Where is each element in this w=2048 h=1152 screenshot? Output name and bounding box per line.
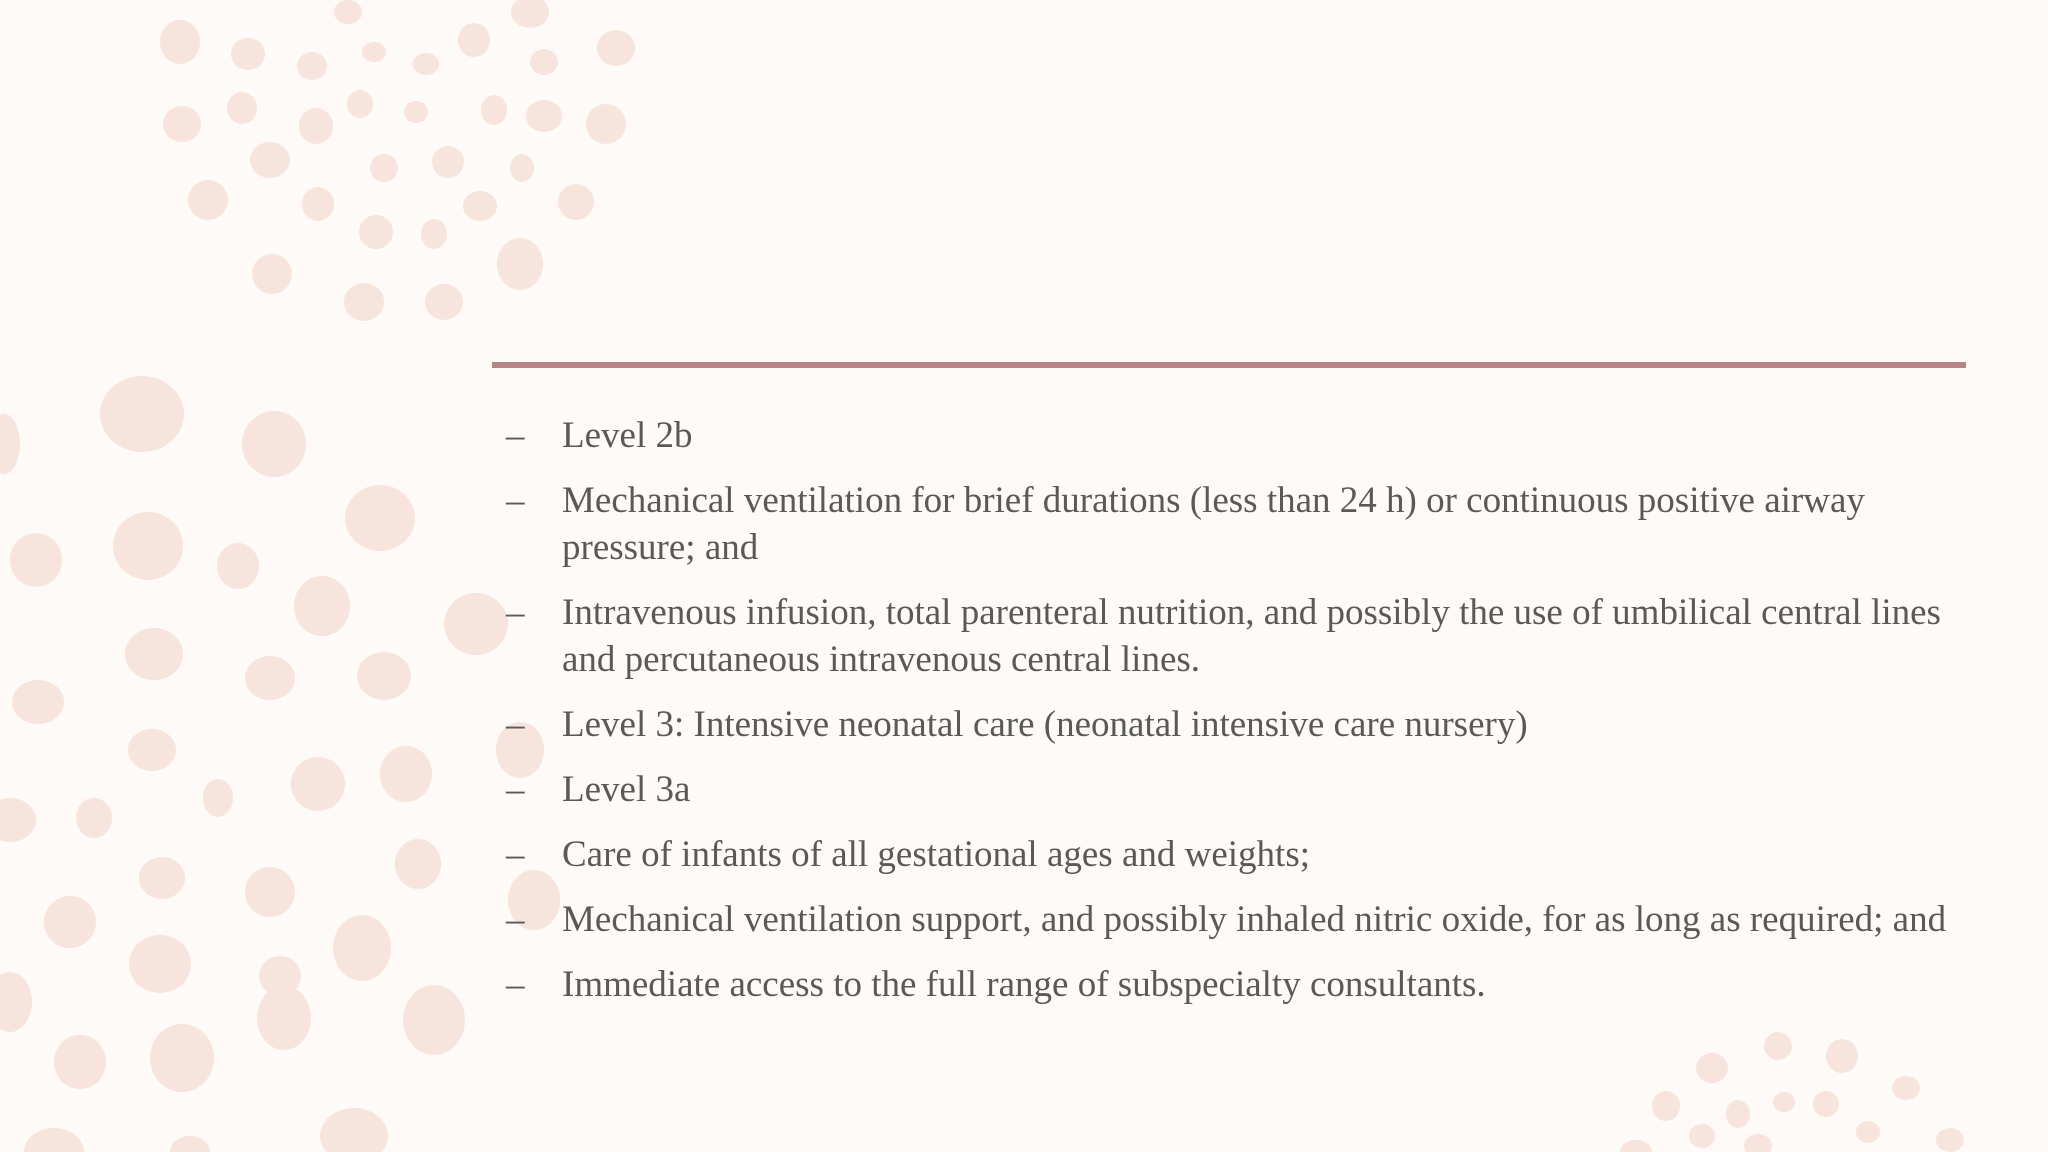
list-item [492,766,1972,813]
list-item-text: Immediate access to the full range of subspecialty consultants. [562,964,1486,1005]
list-item [492,831,1972,878]
list-item-text: Level 2b [562,415,693,456]
dash-bullet: – [506,480,525,521]
list-item [492,896,1972,943]
list-item [492,412,1972,459]
list-item-text: Care of infants of all gestational ages and weights; [562,834,1311,875]
bullet-list [492,412,1972,1026]
list-item-text: Mechanical ventilation for brief durations (less than 24 h) or continuous positive airway pressure; and [562,480,1865,568]
list-item-text: Level 3a [562,769,691,810]
dash-bullet: – [506,415,525,456]
dash-bullet: – [506,769,525,810]
title-divider-line [492,362,1966,368]
list-item-text: Level 3: Intensive neonatal care (neonatal intensive care nursery) [562,704,1528,745]
list-item [492,701,1972,748]
list-item [492,961,1972,1008]
list-item-text: Mechanical ventilation support, and possibly inhaled nitric oxide, for as long as required; and [562,899,1947,940]
dash-bullet: – [506,964,525,1005]
dash-bullet: – [506,704,525,745]
dash-bullet: – [506,899,525,940]
dash-bullet: – [506,834,525,875]
list-item [492,477,1972,571]
list-item-text: Intravenous infusion, total parenteral nutrition, and possibly the use of umbilical central lines and percutaneous intravenous central lines. [562,592,1941,680]
list-item [492,589,1972,683]
dash-bullet: – [506,592,525,633]
